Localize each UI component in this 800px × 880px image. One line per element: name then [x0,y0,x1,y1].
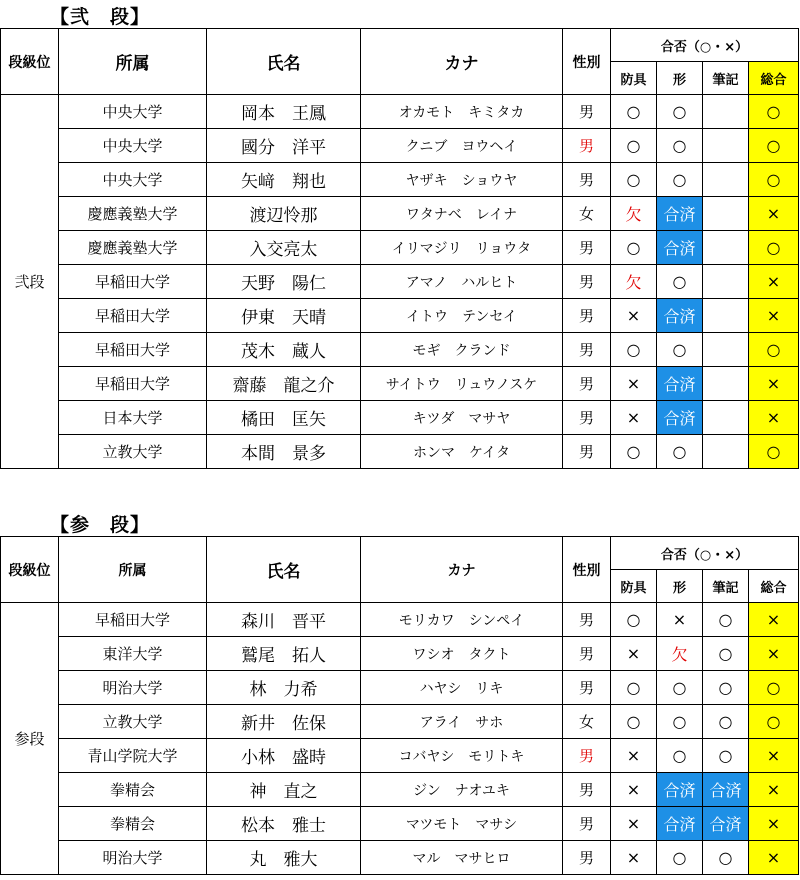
overall-result-cell: ○ [749,333,799,367]
kana-cell: イリマジリ リョウタ [361,231,563,265]
sex-cell: 男 [563,435,611,469]
affiliation-cell: 早稲田大学 [59,367,207,401]
kata-result-cell: 合済 [657,367,703,401]
sex-cell: 男 [563,637,611,671]
col-header-written: 筆記 [703,62,749,95]
col-header-kata: 形 [657,62,703,95]
table-row [1,129,799,163]
name-cell: 新井 佐保 [207,705,361,739]
affiliation-cell: 慶應義塾大学 [59,197,207,231]
name-cell: 松本 雅士 [207,807,361,841]
name-cell: 茂木 蔵人 [207,333,361,367]
sex-cell: 男 [563,841,611,875]
kata-result-cell: ○ [657,739,703,773]
written-result-cell [703,163,749,197]
section-title-nidan: 【弐 段】 [50,6,151,28]
written-result-cell: 合済 [703,773,749,807]
sex-cell: 男 [563,671,611,705]
armor-result-cell: × [611,367,657,401]
written-result-cell [703,265,749,299]
name-cell: 神 直之 [207,773,361,807]
table-row [1,773,799,807]
kata-result-cell: 合済 [657,401,703,435]
sex-cell: 男 [563,333,611,367]
kata-result-cell: ○ [657,705,703,739]
name-cell: 鷲尾 拓人 [207,637,361,671]
kata-result-cell: ○ [657,671,703,705]
header-row [1,537,799,570]
kata-result-cell: 合済 [657,773,703,807]
armor-result-cell: ○ [611,705,657,739]
kana-cell: ホンマ ケイタ [361,435,563,469]
overall-result-cell: × [749,807,799,841]
name-cell: 入交亮太 [207,231,361,265]
name-cell: 丸 雅大 [207,841,361,875]
armor-result-cell: × [611,841,657,875]
table-row [1,367,799,401]
written-result-cell [703,367,749,401]
written-result-cell [703,435,749,469]
name-cell: 渡辺怜那 [207,197,361,231]
table-row [1,671,799,705]
written-result-cell: ○ [703,671,749,705]
col-header-kana: カナ [361,29,563,95]
kana-cell: モリカワ シンペイ [361,603,563,637]
table-row [1,603,799,637]
table-row [1,807,799,841]
overall-result-cell: × [749,401,799,435]
table-row [1,401,799,435]
results-table-sandan [0,536,799,875]
kana-cell: キツダ マサヤ [361,401,563,435]
kana-cell: モギ クランド [361,333,563,367]
kana-cell: ジン ナオユキ [361,773,563,807]
affiliation-cell: 慶應義塾大学 [59,231,207,265]
kata-result-cell: × [657,603,703,637]
col-header-written: 筆記 [703,570,749,603]
kana-cell: マツモト マサシ [361,807,563,841]
table-row [1,705,799,739]
kata-result-cell: ○ [657,163,703,197]
sex-cell: 男 [563,807,611,841]
overall-result-cell: × [749,265,799,299]
overall-result-cell: × [749,299,799,333]
overall-result-cell: × [749,603,799,637]
written-result-cell [703,129,749,163]
armor-result-cell: × [611,807,657,841]
col-header-kana: カナ [361,537,563,603]
col-header-affiliation: 所属 [59,29,207,95]
affiliation-cell: 中央大学 [59,163,207,197]
armor-result-cell: × [611,401,657,435]
name-cell: 本間 景多 [207,435,361,469]
sex-cell: 男 [563,299,611,333]
written-result-cell [703,231,749,265]
overall-result-cell: ○ [749,671,799,705]
table-row [1,95,799,129]
affiliation-cell: 日本大学 [59,401,207,435]
affiliation-cell: 中央大学 [59,95,207,129]
overall-result-cell: × [749,367,799,401]
affiliation-cell: 明治大学 [59,841,207,875]
sex-cell: 男 [563,401,611,435]
kana-cell: クニブ ヨウヘイ [361,129,563,163]
affiliation-cell: 拳精会 [59,807,207,841]
kata-result-cell: 合済 [657,299,703,333]
kana-cell: イトウ テンセイ [361,299,563,333]
sex-cell: 男 [563,739,611,773]
table-row [1,637,799,671]
affiliation-cell: 拳精会 [59,773,207,807]
affiliation-cell: 明治大学 [59,671,207,705]
overall-result-cell: ○ [749,705,799,739]
armor-result-cell: 欠 [611,265,657,299]
armor-result-cell: ○ [611,333,657,367]
results-table-nidan [0,28,799,469]
written-result-cell [703,197,749,231]
kana-cell: アライ サホ [361,705,563,739]
col-header-result: 合否（○・×） [611,29,799,62]
armor-result-cell: × [611,637,657,671]
affiliation-cell: 早稲田大学 [59,299,207,333]
affiliation-cell: 早稲田大学 [59,265,207,299]
kata-result-cell: ○ [657,265,703,299]
armor-result-cell: ○ [611,603,657,637]
overall-result-cell: ○ [749,231,799,265]
col-header-rank: 段級位 [1,29,59,95]
overall-result-cell: ○ [749,163,799,197]
written-result-cell: ○ [703,841,749,875]
kana-cell: コバヤシ モリトキ [361,739,563,773]
rank-cell: 弐段 [1,95,59,469]
armor-result-cell: ○ [611,231,657,265]
table-row [1,299,799,333]
armor-result-cell: × [611,299,657,333]
table-row [1,333,799,367]
armor-result-cell: ○ [611,671,657,705]
kata-result-cell: 欠 [657,637,703,671]
overall-result-cell: × [749,773,799,807]
col-header-armor: 防具 [611,62,657,95]
overall-result-cell: × [749,637,799,671]
section-title-sandan: 【参 段】 [50,514,151,536]
affiliation-cell: 早稲田大学 [59,333,207,367]
kata-result-cell: 合済 [657,231,703,265]
name-cell: 橘田 匡矢 [207,401,361,435]
armor-result-cell: ○ [611,129,657,163]
table-row [1,265,799,299]
col-header-overall: 総合 [749,570,799,603]
table-row [1,163,799,197]
kata-result-cell: 合済 [657,807,703,841]
written-result-cell: ○ [703,637,749,671]
name-cell: 林 力希 [207,671,361,705]
overall-result-cell: ○ [749,129,799,163]
written-result-cell [703,299,749,333]
sex-cell: 男 [563,773,611,807]
table-row [1,435,799,469]
col-header-rank: 段級位 [1,537,59,603]
armor-result-cell: × [611,739,657,773]
armor-result-cell: ○ [611,163,657,197]
kana-cell: ハヤシ リキ [361,671,563,705]
affiliation-cell: 早稲田大学 [59,603,207,637]
col-header-armor: 防具 [611,570,657,603]
rank-cell: 参段 [1,603,59,875]
sex-cell: 男 [563,129,611,163]
written-result-cell [703,95,749,129]
name-cell: 矢﨑 翔也 [207,163,361,197]
name-cell: 小林 盛時 [207,739,361,773]
kata-result-cell: ○ [657,435,703,469]
sex-cell: 男 [563,603,611,637]
kana-cell: ワタナベ レイナ [361,197,563,231]
header-row [1,29,799,62]
col-header-sex: 性別 [563,537,611,603]
armor-result-cell: 欠 [611,197,657,231]
armor-result-cell: ○ [611,95,657,129]
kata-result-cell: 合済 [657,197,703,231]
affiliation-cell: 東洋大学 [59,637,207,671]
col-header-sex: 性別 [563,29,611,95]
col-header-kata: 形 [657,570,703,603]
col-header-result: 合否（○・×） [611,537,799,570]
col-header-overall: 総合 [749,62,799,95]
kana-cell: サイトウ リュウノスケ [361,367,563,401]
kata-result-cell: ○ [657,95,703,129]
affiliation-cell: 立教大学 [59,435,207,469]
name-cell: 天野 陽仁 [207,265,361,299]
affiliation-cell: 中央大学 [59,129,207,163]
name-cell: 森川 晋平 [207,603,361,637]
col-header-name: 氏名 [207,537,361,603]
col-header-affiliation: 所属 [59,537,207,603]
written-result-cell: ○ [703,603,749,637]
table-row [1,739,799,773]
sex-cell: 男 [563,265,611,299]
armor-result-cell: ○ [611,435,657,469]
written-result-cell [703,333,749,367]
name-cell: 岡本 王鳳 [207,95,361,129]
sex-cell: 男 [563,231,611,265]
sex-cell: 女 [563,705,611,739]
table-row [1,841,799,875]
kana-cell: マル マサヒロ [361,841,563,875]
affiliation-cell: 立教大学 [59,705,207,739]
kana-cell: アマノ ハルヒト [361,265,563,299]
name-cell: 伊東 天晴 [207,299,361,333]
overall-result-cell: × [749,841,799,875]
sex-cell: 男 [563,367,611,401]
sex-cell: 男 [563,95,611,129]
name-cell: 齋藤 龍之介 [207,367,361,401]
table-row [1,231,799,265]
written-result-cell: ○ [703,739,749,773]
kana-cell: ヤザキ ショウヤ [361,163,563,197]
overall-result-cell: ○ [749,435,799,469]
kana-cell: オカモト キミタカ [361,95,563,129]
armor-result-cell: × [611,773,657,807]
overall-result-cell: × [749,739,799,773]
written-result-cell [703,401,749,435]
affiliation-cell: 青山学院大学 [59,739,207,773]
written-result-cell: 合済 [703,807,749,841]
name-cell: 國分 洋平 [207,129,361,163]
sex-cell: 女 [563,197,611,231]
kata-result-cell: ○ [657,129,703,163]
kata-result-cell: ○ [657,333,703,367]
overall-result-cell: ○ [749,95,799,129]
written-result-cell: ○ [703,705,749,739]
table-row [1,197,799,231]
kata-result-cell: ○ [657,841,703,875]
sex-cell: 男 [563,163,611,197]
kana-cell: ワシオ タクト [361,637,563,671]
col-header-name: 氏名 [207,29,361,95]
overall-result-cell: × [749,197,799,231]
